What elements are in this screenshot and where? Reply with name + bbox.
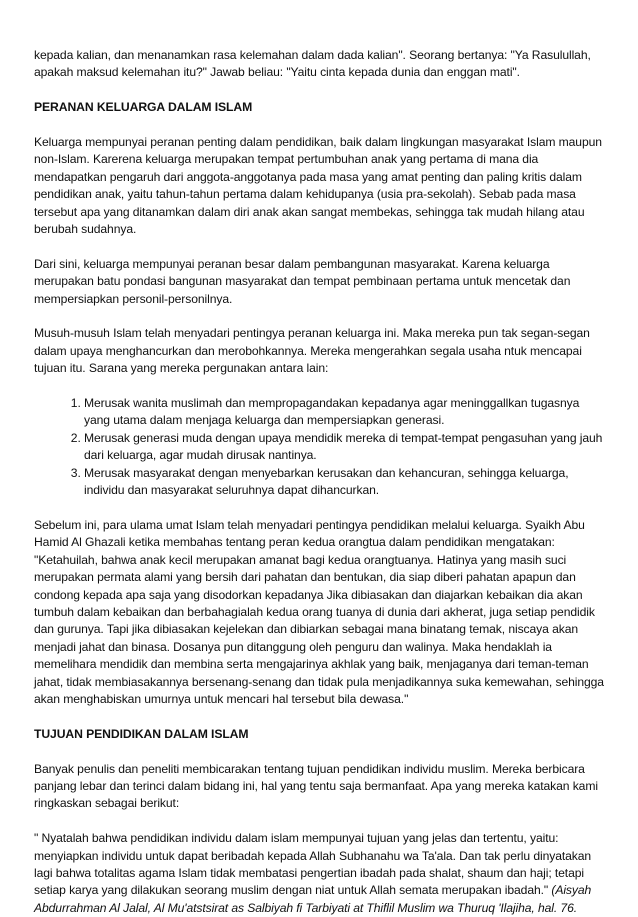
section-heading-peranan-keluarga: PERANAN KELUARGA DALAM ISLAM <box>34 100 253 115</box>
section-heading-tujuan-pendidikan: TUJUAN PENDIDIKAN DALAM ISLAM <box>34 726 249 741</box>
citation-text: (Aisyah Abdurrahman Al Jalal, Al Mu'atstsirat as Salbiyah fi Tarbiyati at Thiflil Muslim wa Thuruq 'Ilajiha, hal. 76. <box>34 883 592 915</box>
list-item: 2. Merusak generasi muda dengan upaya mendidik mereka di tempat-tempat pengasuhan yang jauh dari keluarga, agar mudah dirusak nantinya. <box>84 430 606 465</box>
paragraph-quote-tujuan <box>34 830 606 917</box>
list-item: 3. Merusak masyarakat dengan menyebarkan kerusakan dan kehancuran, sehingga keluarga, individu dan masyarakat seluruhnya dapat dihancurkan. <box>84 465 606 500</box>
list-item: 1. Merusak wanita muslimah dan mempropagandakan kepadanya agar meninggallkan tugasnya yang utama dalam menjaga keluarga dan mempersiapkan generasi. <box>84 395 606 430</box>
paragraph-penulis-peneliti: Banyak penulis dan peneliti membicarakan tentang tujuan pendidikan individu muslim. Mereka berbicara panjang lebar dan terinci dalam bidang ini, hal yang tentu saja bermanfaat. Apa yang mereka katakan kami ringkaskan sebagai berikut: <box>34 761 598 811</box>
paragraph-keluarga-peranan: Keluarga mempunyai peranan penting dalam pendidikan, baik dalam lingkungan masyarakat Islam maupun non-Islam. Karerena keluarga merupakan tempat pertumbuhan anak yang pertama di mana dia mendapatkan pengaruh dari anggota-anggotanya pada masa yang amat penting dan paling kritis dalam pendidikan anak, yaitu tahun-tahun pertama dalam kehidupanya (usia pra-sekolah). Sebab pada masa tersebut apa yang ditanamkan dalam diri anak akan sangat membekas, sehingga tak mudah hilang atau berubah sudahnya. <box>34 135 602 237</box>
paragraph-al-ghazali: Sebelum ini, para ulama umat Islam telah menyadari pentingya pendidikan melalui keluarga. Syaikh Abu Hamid Al Ghazali ketika membahas tentang peran kedua orangtua dalam pendidikan mengatakan: "Ketahuilah, bahwa anak kecil merupakan amanat bagi kedua orangtuanya. Hatinya yang masih suci merupakan permata alami yang bersih dari pahatan dan bentukan, dia siap diberi pahatan apapun dan condong kepada apa saja yang disodorkan kepadanya Jika dibiasakan dan diajarkan kebaikan dia akan tumbuh dalam kebaikan dan berbahagialah kedua orang tuanya di dunia dari akherat, juga setiap pendidik dan gurunya. Tapi jika dibiasakan kejelekan dan dibiarkan sebagai mana binatang temak, niscaya akan menjadi jahat dan binasa. Dosanya pun ditanggung oleh penguru dan walinya. Maka hendaklah ia memelihara mendidik dan membina serta mengajarinya akhlak yang baik, menjaganya dari teman-teman jahat, tidak membiasakannya bersenang-senang dan tidak pula menjadikannya suka kemewahan, sehingga akan menghabiskan umurnya untuk mencari hal tersebut bila dewasa." <box>34 517 604 706</box>
sarana-list <box>34 395 606 499</box>
intro-paragraph: kepada kalian, dan menanamkan rasa kelemahan dalam dada kalian". Seorang bertanya: "Ya Rasulullah, apakah maksud kelemahan itu?" Jawab beliau: "Yaitu cinta kepada dunia dan enggan mati". <box>34 48 591 80</box>
paragraph-pembangunan-masyarakat: Dari sini, keluarga mempunyai peranan besar dalam pembangunan masyarakat. Karena keluarga merupakan batu pondasi bangunan masyarakat dan tempat pembinaan pertama untuk mencetak dan mempersiapkan personil-personilnya. <box>34 256 571 306</box>
quote-text: " Nyatalah bahwa pendidikan individu dalam islam mempunyai tujuan yang jelas dan tertentu, yaitu: menyiapkan individu untuk dapat beribadah kepada Allah Subhanahu wa Ta'ala. Dan tak perlu dinyatakan lagi bahwa totalitas agama Islam tidak membatasi pengertian ibadah pada shalat, shaum dan haji; tetapi setiap karya yang dilakukan seorang muslim dengan niat untuk Allah semata merupakan ibadah." <box>34 831 592 898</box>
document-page <box>34 0 606 917</box>
paragraph-musuh-islam: Musuh-musuh Islam telah menyadari pentingya peranan keluarga ini. Maka mereka pun tak segan-segan dalam upaya menghancurkan dan merobohkannya. Mereka mengerahkan segala usaha ntuk mencapai tujuan itu. Sarana yang mereka pergunakan antara lain: <box>34 326 590 376</box>
